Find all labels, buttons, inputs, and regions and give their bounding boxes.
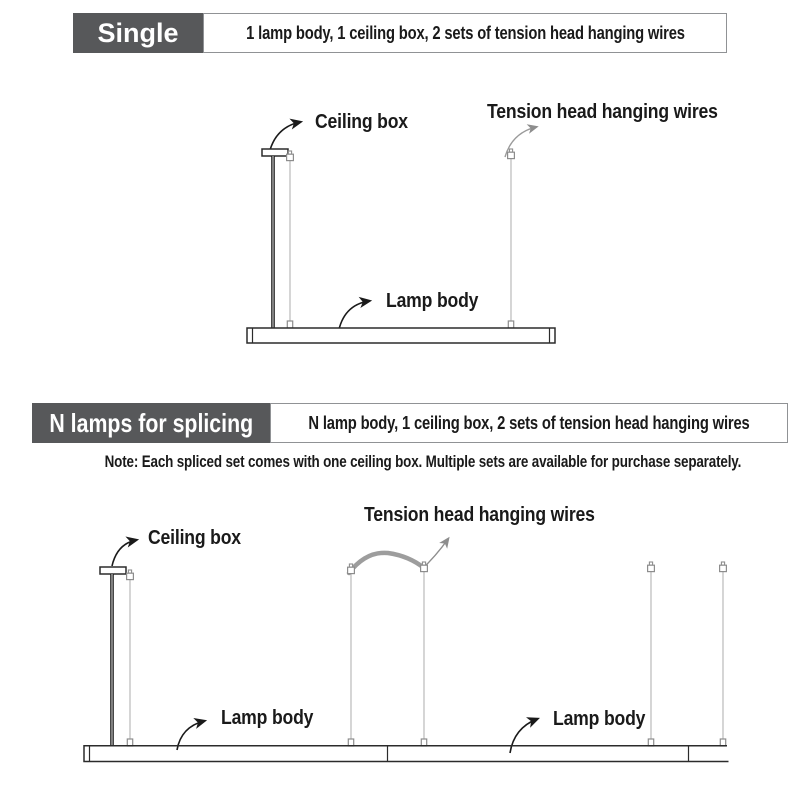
splicing-title: N lamps for splicing — [49, 407, 253, 438]
wire-connector — [508, 321, 513, 328]
label-lamp-body: Lamp body — [221, 707, 314, 729]
tension-heads-brace — [349, 553, 424, 573]
label-lamp-body: Lamp body — [386, 290, 479, 312]
single-description-box — [203, 13, 727, 53]
label-tension-wires: Tension head hanging wires — [364, 504, 595, 526]
single-title-badge — [73, 13, 203, 53]
splicing-description-box — [270, 403, 788, 443]
tension-head — [508, 149, 515, 159]
tension-head — [720, 562, 727, 572]
label-ceiling-box: Ceiling box — [148, 527, 241, 549]
ceiling-box-arrow — [112, 540, 136, 566]
splicing-title-badge — [32, 403, 270, 443]
tension-head — [648, 562, 655, 572]
label-ceiling-box: Ceiling box — [315, 111, 408, 133]
label-tension-wires: Tension head hanging wires — [487, 101, 718, 123]
ceiling-box-plate — [100, 567, 126, 574]
lamp-body-arrow — [510, 719, 537, 753]
single-title: Single — [97, 17, 179, 48]
tension-head — [127, 570, 134, 580]
lamp-bar — [247, 328, 555, 343]
spliced-lamp-bar — [84, 746, 729, 762]
single-description: 1 lamp body, 1 ceiling box, 2 sets of tension head hanging wires — [245, 22, 685, 43]
ceiling-box-arrow — [270, 122, 300, 150]
ceiling-box-plate — [262, 149, 288, 156]
splicing-note: Note: Each spliced set comes with one ceiling box. Multiple sets are available for purchase separately. — [104, 452, 742, 471]
wire-connector — [287, 321, 292, 328]
splicing-note-row — [20, 452, 780, 472]
label-lamp-body: Lamp body — [553, 708, 646, 730]
splicing-description: N lamp body, 1 ceiling box, 2 sets of tension head hanging wires — [308, 412, 750, 433]
